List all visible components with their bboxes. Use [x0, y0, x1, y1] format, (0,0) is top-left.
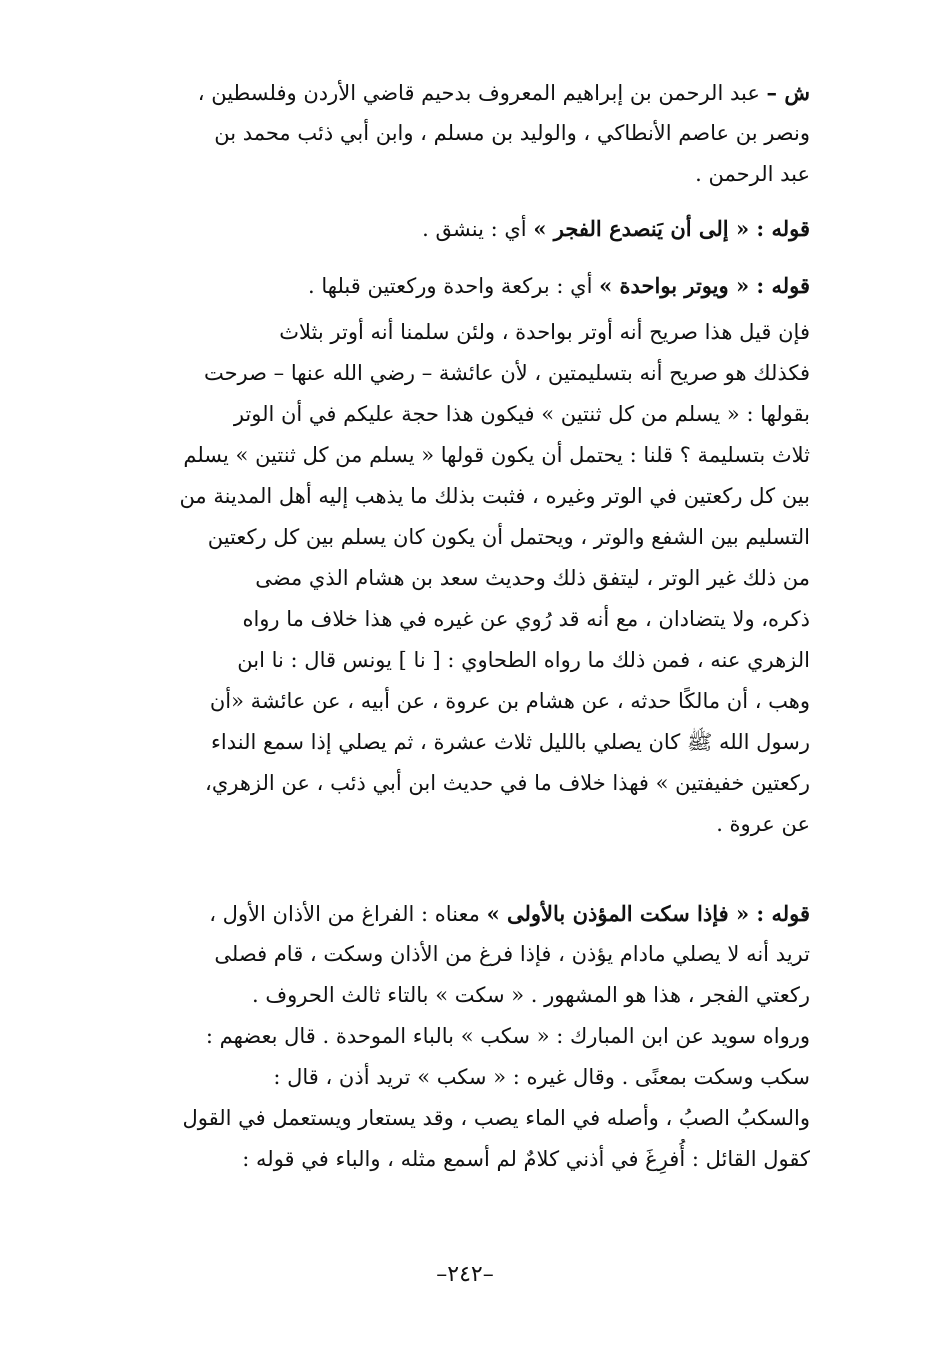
text-line: وهب ، أن مالكًا حدثه ، عن هشام بن عروة ، عن أبيه ، عن عائشة «أن [209, 689, 810, 713]
text-line: عبد الرحمن . [695, 162, 810, 186]
text-line: كقول القائل : أُفرِغَ في أذني كلامٌ لم أسمع مثله ، والباء في قوله : [242, 1147, 810, 1171]
quote-heading: قوله : « إلى أن يَنصدع الفجر » [533, 216, 810, 241]
text-line: رسول الله ﷺ كان يصلي بالليل ثلاث عشرة ، ثم يصلي إذا سمع النداء [211, 730, 810, 754]
text-line: فإن قيل هذا صريح أنه أوتر بواحدة ، ولئن سلمنا أنه أوتر بثلاث [279, 320, 810, 344]
text-line: ركعتين خفيفتين » فهذا خلاف ما في حديث ابن أبي ذئب ، عن الزهري، [205, 771, 810, 795]
line-text: عبد الرحمن بن إبراهيم المعروف بدحيم قاضي الأردن وفلسطين ، [197, 81, 760, 105]
paragraph-quote-witr [115, 265, 810, 306]
text-line: عن عروة . [716, 812, 810, 836]
page-number: –٢٤٢– [436, 1262, 494, 1287]
text-line [115, 265, 810, 306]
text-line: الزهري عنه ، فمن ذلك ما رواه الطحاوي : [ نا ] يونس قال : نا ابن [237, 648, 810, 672]
paragraph-discussion [115, 312, 810, 845]
text-line: ورواه سويد عن ابن المبارك : « سكب » بالباء الموحدة . قال بعضهم : [205, 1024, 810, 1048]
commentary-marker: ش – [766, 80, 810, 105]
text-line: ركعتي الفجر ، هذا هو المشهور . « سكت » بالتاء ثالث الحروف . [252, 983, 810, 1007]
text-line: والسكبُ الصبُ ، وأصله في الماء يصب ، وقد يستعار ويستعمل في القول [182, 1106, 810, 1130]
text-line [115, 72, 810, 113]
paragraph-commentary-names [115, 72, 810, 195]
line-text: أي : ينشق . [422, 217, 527, 241]
text-line: التسليم بين الشفع والوتر ، ويحتمل أن يكون كان يسلم بين كل ركعتين [207, 525, 810, 549]
text-line [115, 893, 810, 934]
text-line: من ذلك غير الوتر ، ليتفق ذلك وحديث سعد بن هشام الذي مضى [255, 566, 810, 590]
text-line: ثلاث بتسليمة ؟ قلنا : يحتمل أن يكون قولها « يسلم من كل ثنتين » يسلم [183, 443, 810, 467]
text-line: بقولها : « يسلم من كل ثنتين » فيكون هذا حجة عليكم في أن الوتر [233, 402, 810, 426]
quote-heading: قوله : « ويوتر بواحدة » [599, 273, 810, 298]
quote-heading: قوله : « فإذا سكت المؤذن بالأولى » [486, 901, 810, 926]
paragraph-quote-muadhin [115, 893, 810, 1180]
text-line: ذكره، ولا يتضادان ، مع أنه قد رُوي عن غيره في هذا خلاف ما رواه [242, 607, 810, 631]
line-text: أي : بركعة واحدة وركعتين قبلها . [308, 274, 593, 298]
paragraph-quote-fajr [115, 208, 810, 249]
text-line: بين كل ركعتين في الوتر وغيره ، فثبت بذلك ما يذهب إليه أهل المدينة من [179, 484, 810, 508]
text-line: تريد أنه لا يصلي مادام يؤذن ، فإذا فرغ من الأذان وسكت ، قام فصلى [214, 942, 810, 966]
line-text: معناه : الفراغ من الأذان الأول ، [209, 902, 480, 926]
text-line: سكب وسكت بمعنًى . وقال غيره : « سكب » تريد أذن ، قال : [273, 1065, 810, 1089]
text-line [115, 208, 810, 249]
text-line: ونصر بن عاصم الأنطاكي ، والوليد بن مسلم ، وابن أبي ذئب محمد بن [214, 121, 810, 145]
text-line: فكذلك هو صريح أنه بتسليمتين ، لأن عائشة – رضي الله عنها – صرحت [203, 361, 810, 385]
